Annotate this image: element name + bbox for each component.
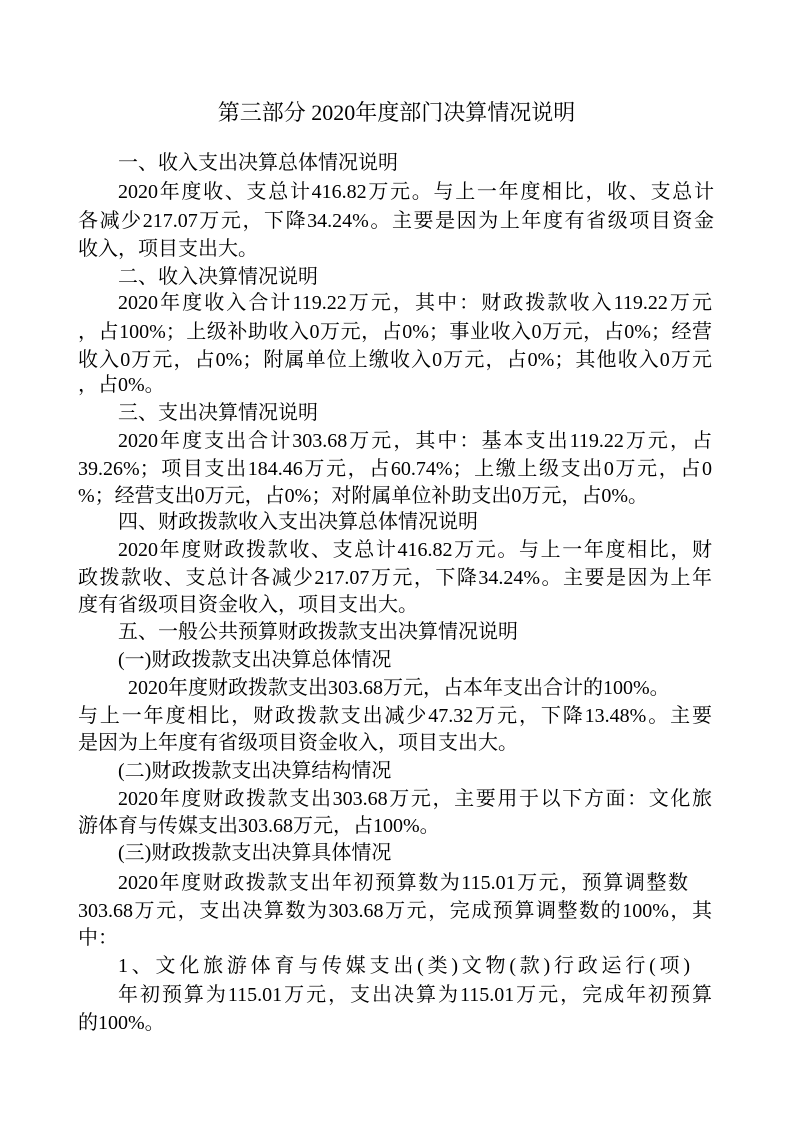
paragraph-line: ，占100%；上级补助收入0万元，占0%；事业收入0万元，占0%；经营: [78, 321, 712, 343]
section-heading: 三、支出决算情况说明: [118, 402, 318, 424]
section-heading: 二、收入决算情况说明: [118, 266, 318, 288]
paragraph-line: 各减少217.07万元，下降34.24%。主要是因为上年度有省级项目资金: [78, 210, 714, 232]
paragraph-line: %；经营支出0万元，占0%；对附属单位补助支出0万元，占0%。: [78, 485, 648, 507]
paragraph-line: 的100%。: [78, 1012, 165, 1034]
paragraph-line: 2020年度财政拨款支出303.68万元，主要用于以下方面：文化旅: [118, 788, 712, 810]
paragraph-line: 2020年度收、支总计416.82万元。与上一年度相比，收、支总计: [118, 181, 714, 203]
paragraph-line: 年初预算为115.01万元，支出决算为115.01万元，完成年初预算: [118, 984, 712, 1006]
paragraph-line: 游体育与传媒支出303.68万元，占100%。: [78, 815, 440, 837]
paragraph-line: 收入，项目支出大。: [78, 238, 258, 260]
paragraph-line: 中：: [78, 927, 118, 949]
section-heading: 四、财政拨款收入支出决算总体情况说明: [118, 511, 478, 533]
paragraph-line: 2020年度财政拨款支出年初预算数为115.01万元，预算调整数: [118, 872, 688, 894]
subsection-heading: (三)财政拨款支出决算具体情况: [118, 842, 392, 864]
paragraph-line: 2020年度财政拨款收、支总计416.82万元。与上一年度相比，财: [118, 539, 712, 561]
paragraph-line: 与上一年度相比，财政拨款支出减少47.32万元，下降13.48%。主要: [78, 705, 712, 727]
paragraph-line: 303.68万元，支出决算数为303.68万元，完成预算调整数的100%，其: [78, 900, 712, 922]
section-heading: 五、一般公共预算财政拨款支出决算情况说明: [118, 621, 518, 643]
paragraph-line: 收入0万元，占0%；附属单位上缴收入0万元，占0%；其他收入0万元: [78, 349, 712, 371]
paragraph-line: 政拨款收、支总计各减少217.07万元，下降34.24%。主要是因为上年: [78, 567, 712, 589]
subsection-heading: (一)财政拨款支出决算总体情况: [118, 649, 392, 671]
paragraph-line: ，占0%。: [78, 374, 165, 396]
paragraph-line: 是因为上年度有省级项目资金收入，项目支出大。: [78, 732, 518, 754]
paragraph-line: 2020年度收入合计119.22万元，其中：财政拨款收入119.22万元: [118, 292, 712, 314]
paragraph-line: 度有省级项目资金收入，项目支出大。: [78, 594, 418, 616]
subsection-heading: (二)财政拨款支出决算结构情况: [118, 760, 392, 782]
section-heading: 一、收入支出决算总体情况说明: [118, 152, 398, 174]
item-heading: 1、文化旅游体育与传媒支出(类)文物(款)行政运行(项): [118, 955, 690, 977]
paragraph-line: 2020年度支出合计303.68万元，其中：基本支出119.22万元，占: [118, 430, 712, 452]
paragraph-line: 39.26%；项目支出184.46万元，占60.74%；上缴上级支出0万元，占0: [78, 458, 712, 480]
page-title: 第三部分 2020年度部门决算情况说明: [217, 100, 576, 125]
paragraph-line: 2020年度财政拨款支出303.68万元，占本年支出合计的100%。: [128, 677, 670, 699]
